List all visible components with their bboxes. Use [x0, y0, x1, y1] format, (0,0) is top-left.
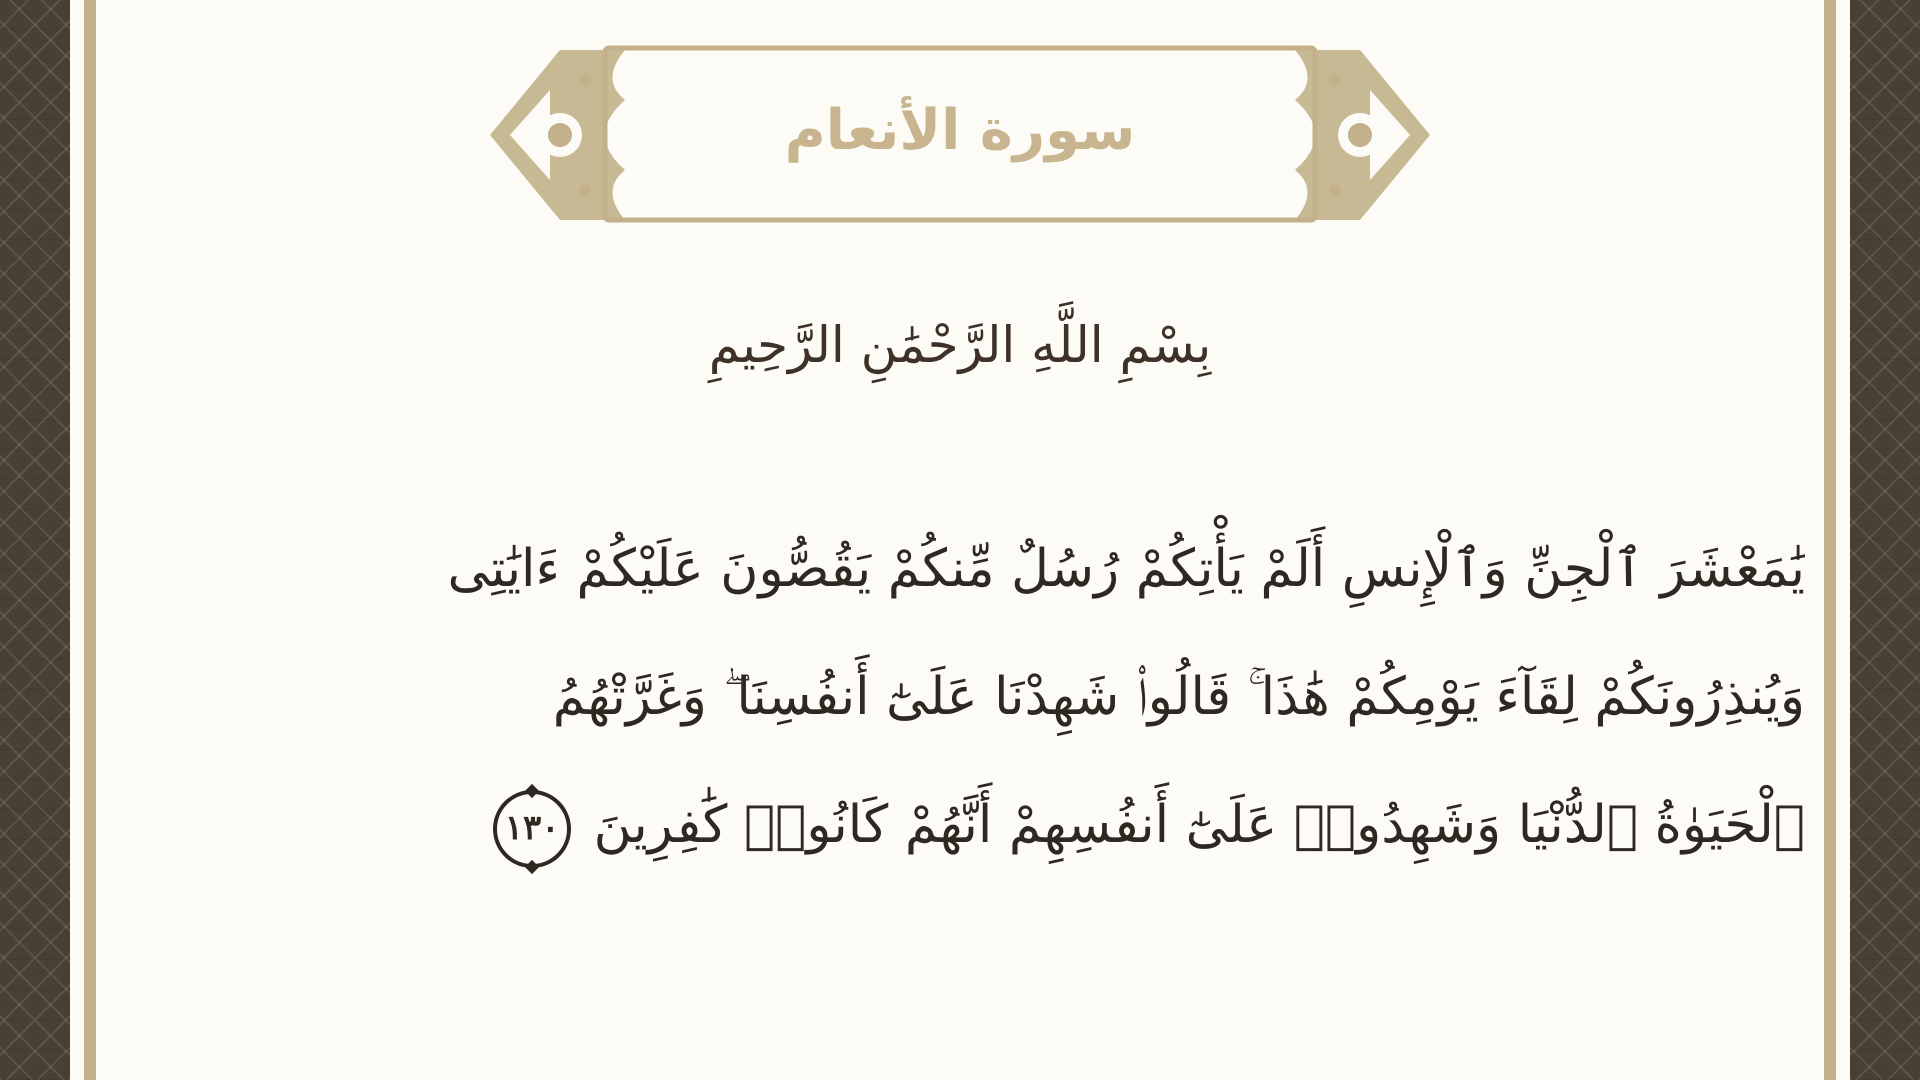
verse-line-2: وَيُنذِرُونَكُمْ لِقَآءَ يَوْمِكُمْ هَٰذَا ۚ قَالُوا۟ شَهِدْنَا عَلَىٰٓ أَنفُسِنَا ۖ وَغَرَّتْهُمُ: [552, 667, 1805, 727]
verse-line-1: يَٰمَعْشَرَ ٱلْجِنِّ وَٱلْإِنسِ أَلَمْ يَأْتِكُمْ رُسُلٌ مِّنكُمْ يَقُصُّونَ عَلَيْكُمْ ءَايَٰتِى: [447, 539, 1805, 599]
ayah-number-marker: ١٣٠: [493, 790, 571, 868]
left-ornamental-border: [0, 0, 70, 1080]
verse-text: [250, 505, 1805, 885]
left-gold-rule: [84, 0, 96, 1080]
verse-line-3: [250, 761, 1805, 889]
right-gold-rule: [1824, 0, 1836, 1080]
basmala: بِسْمِ اللَّهِ الرَّحْمَٰنِ الرَّحِيمِ: [708, 316, 1212, 374]
verse-line-3-text: ٱلْحَيَوٰةُ ٱلدُّنْيَا وَشَهِدُوا۟ عَلَىٰٓ أَنفُسِهِمْ أَنَّهُمْ كَانُوا۟ كَٰفِرِينَ: [593, 795, 1805, 855]
right-ornamental-border: [1850, 0, 1920, 1080]
surah-title: سورة الأنعام: [784, 97, 1136, 163]
